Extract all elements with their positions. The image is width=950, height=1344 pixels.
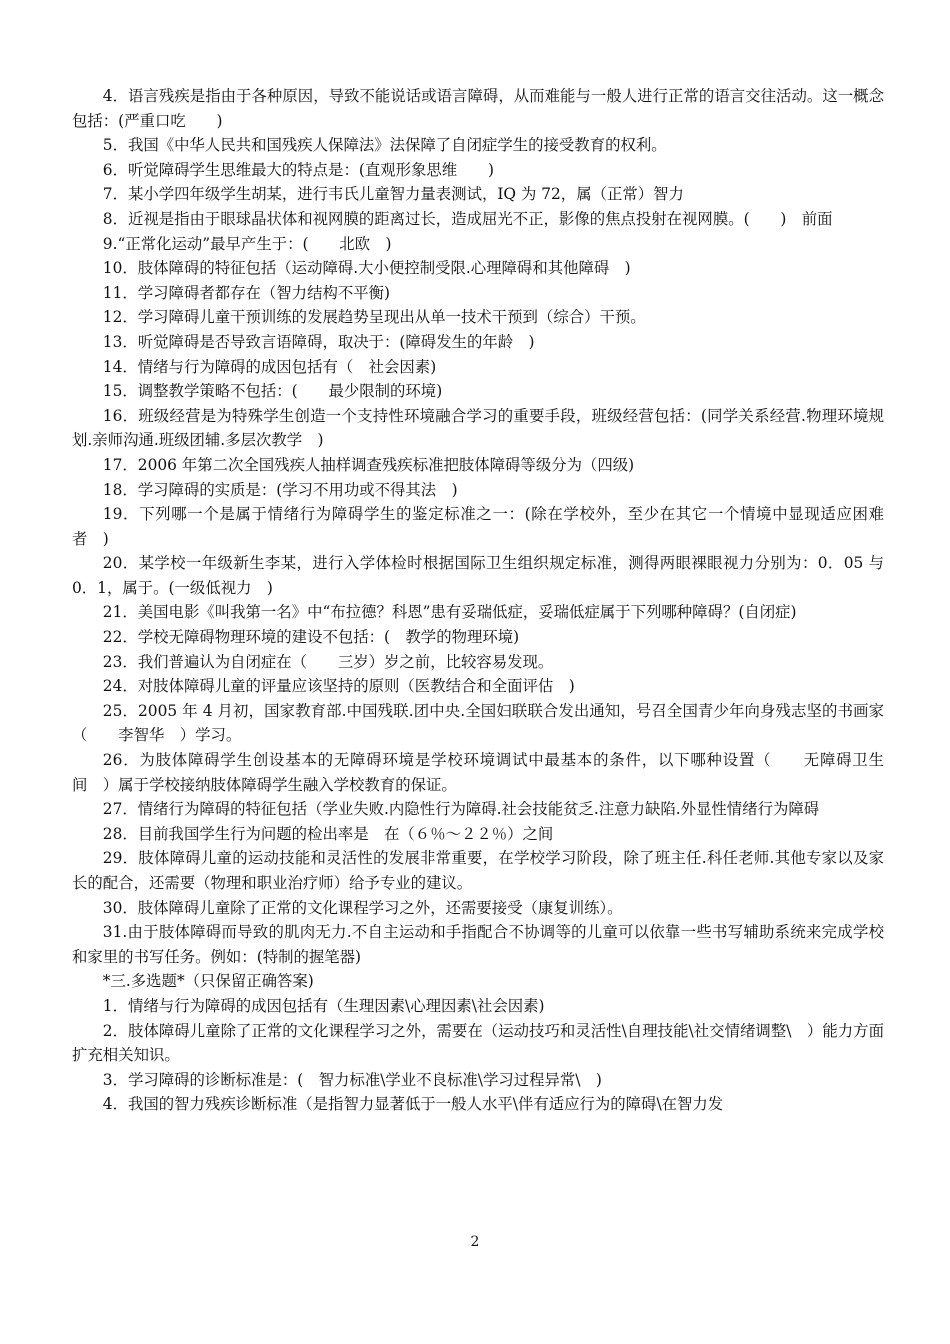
multi-question-4: 4．我国的智力残疾诊断标准（是指智力显著低于一般人水平\伴有适应行为的障碍\在智力发 [102,1095,724,1114]
question-29: 29．肢体障碍儿童的运动技能和灵活性的发展非常重要，在学校学习阶段，除了班主任.科任老师.其他专家以及家长的配合，还需要（物理和职业治疗师）给予专业的建议。 [72,849,884,892]
question-20: 20．某学校一年级新生李某，进行入学体检时根据国际卫生组织规定标准，测得两眼裸眼视力分别为：0．05 与 0．1，属于。(一级低视力 ) [72,554,889,597]
multi-question-3: 3．学习障碍的诊断标准是：( 智力标准\学业不良标准\学习过程异常\ ) [102,1070,602,1089]
question-13: 13．听觉障碍是否导致言语障碍，取决于：(障碍发生的年龄 ) [102,332,535,351]
section-heading-multiple-choice: *三.多选题*（只保留正确答案) [102,972,314,991]
question-25: 25．2005 年 4 月初，国家教育部.中国残联.团中央.全国妇联联合发出通知，号召全国青少年向身残志坚的书画家（ 李智华 ）学习。 [72,701,884,745]
multi-question-1: 1．情绪与行为障碍的成因包括有（生理因素\心理因素\社会因素) [102,996,545,1015]
question-30: 30．肢体障碍儿童除了正常的文化课程学习之外，还需要接受（康复训练）。 [102,898,623,917]
question-23: 23．我们普遍认为自闭症在（ 三岁）岁之前，比较容易发现。 [102,652,554,671]
question-22: 22．学校无障碍物理环境的建设不包括：( 教学的物理环境) [102,628,520,647]
question-8: 8．近视是指由于眼球晶状体和视网膜的距离过长，造成屈光不正，影像的焦点投射在视网膜。( ) 前面 [102,209,833,228]
question-24: 24．对肢体障碍儿童的评量应该坚持的原则（医教结合和全面评估 ) [102,677,575,696]
question-16: 16．班级经营是为特殊学生创造一个支持性环境融合学习的重要手段，班级经营包括：(同学关系经营.物理环境规划.亲师沟通.班级团辅.多层次教学 ) [72,406,884,450]
question-5: 5．我国《中华人民共和国残疾人保障法》法保障了自闭症学生的接受教育的权利。 [102,136,667,155]
question-12: 12．学习障碍儿童干预训练的发展趋势呈现出从单一技术干预到（综合）干预。 [102,308,646,327]
question-31: 31.由于肢体障碍而导致的肌肉无力.不自主运动和手指配合不协调等的儿童可以依靠一些书写辅助系统来完成学校和家里的书写任务。例如：(特制的握笔器) [72,923,884,966]
document-page [72,84,889,1117]
question-27: 27．情绪行为障碍的特征包括（学业失败.内隐性行为障碍.社会技能贫乏.注意力缺陷.外显性情绪行为障碍 [102,800,850,819]
question-10: 10．肢体障碍的特征包括（运动障碍.大小便控制受限.心理障碍和其他障碍 ) [102,259,631,278]
page-number: 2 [470,1234,480,1250]
question-28: 28．目前我国学生行为问题的检出率是 在（６％～２２％）之间 [102,824,554,843]
question-19: 19．下列哪一个是属于情绪行为障碍学生的鉴定标准之一：(除在学校外，至少在其它一个情境中显现适应困难者 ) [72,505,884,548]
question-21: 21．美国电影《叫我第一名》中“布拉德？科恩”患有妥瑞低症，妥瑞低症属于下列哪种障碍？(自闭症) [102,603,797,622]
question-6: 6．听觉障碍学生思维最大的特点是：(直观形象思维 ) [102,160,494,179]
question-14: 14．情绪与行为障碍的成因包括有（ 社会因素) [102,357,437,376]
question-26: 26．为肢体障碍学生创设基本的无障碍环境是学校环境调试中最基本的条件，以下哪种设置（ 无障碍卫生间 ）属于学校接纳肢体障碍学生融入学校教育的保证。 [72,751,884,794]
question-18: 18．学习障碍的实质是：(学习不用功或不得其法 ) [102,480,458,499]
question-17: 17．2006 年第二次全国残疾人抽样调查残疾标准把肢体障碍等级分为（四级) [102,455,635,474]
question-15: 15．调整教学策略不包括：( 最少限制的环境) [102,382,443,401]
question-7: 7．某小学四年级学生胡某，进行韦氏儿童智力量表测试，IQ 为 72，属（正常）智力 [102,185,684,204]
question-9: 9.“正常化运动”最早产生于：( 北欧 ) [102,234,392,253]
question-4: 4．语言残疾是指由于各种原因，导致不能说话或语言障碍，从而难能与一般人进行正常的语言交往活动。这一概念包括：(严重口吃 ) [72,87,884,130]
question-11: 11．学习障碍者都存在（智力结构不平衡) [102,283,391,302]
multi-question-2: 2．肢体障碍儿童除了正常的文化课程学习之外，需要在（运动技巧和灵活性\自理技能\社交情绪调整\ ）能力方面扩充相关知识。 [72,1021,884,1065]
